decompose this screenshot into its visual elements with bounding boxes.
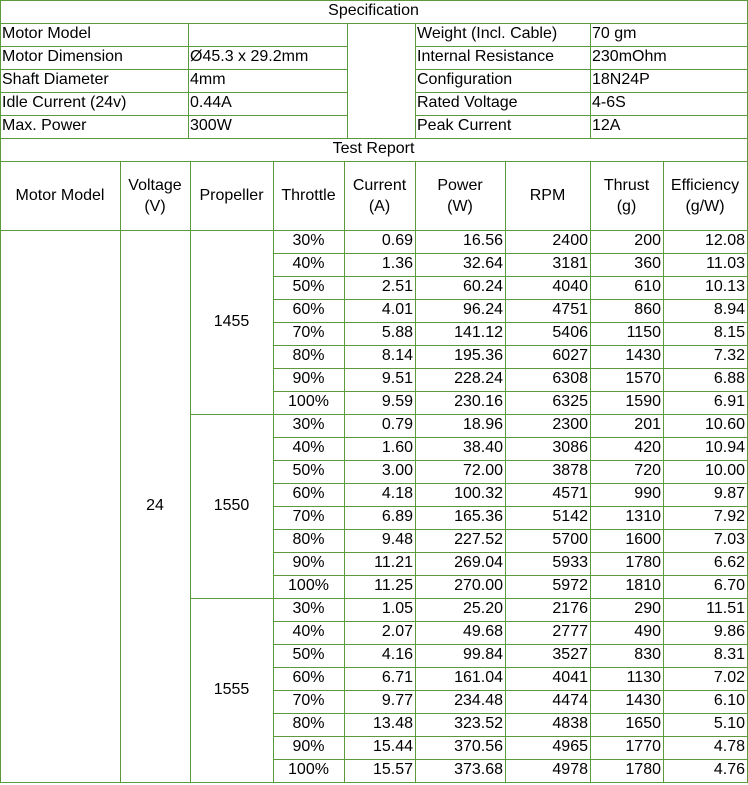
value-cell: 8.94 [713, 301, 745, 318]
spec-value: 4mm [190, 71, 226, 88]
column-header: (V) [144, 198, 166, 215]
grid-line [347, 23, 348, 139]
value-cell: 5933 [552, 554, 588, 571]
column-header: (A) [368, 198, 391, 215]
value-cell: 9.87 [713, 485, 745, 502]
value-cell: 200 [634, 232, 661, 249]
value-cell: 1570 [625, 370, 661, 387]
throttle-cell: 30% [292, 232, 325, 249]
value-cell: 25.20 [462, 600, 503, 617]
grid-line [415, 92, 748, 93]
spec-label: Shaft Diameter [2, 71, 109, 88]
throttle-cell: 70% [292, 692, 325, 709]
value-cell: 2300 [552, 416, 588, 433]
propeller-cell: 1455 [213, 313, 250, 330]
value-cell: 9.48 [381, 531, 413, 548]
value-cell: 12.08 [704, 232, 745, 249]
spec-label: Peak Current [417, 117, 512, 134]
column-header: Efficiency [670, 177, 740, 194]
value-cell: 11.51 [706, 600, 745, 617]
grid-line [190, 414, 274, 415]
value-cell: 38.40 [462, 439, 503, 456]
value-cell: 4041 [552, 669, 588, 686]
grid-line [0, 0, 748, 1]
value-cell: 6325 [552, 393, 588, 410]
value-cell: 0.69 [381, 232, 413, 249]
value-cell: 11.03 [706, 255, 745, 272]
value-cell: 1.60 [381, 439, 413, 456]
value-cell: 1650 [625, 715, 661, 732]
value-cell: 2.07 [381, 623, 413, 640]
throttle-cell: 30% [292, 600, 325, 617]
throttle-cell: 40% [292, 255, 325, 272]
spec-value: 4-6S [592, 94, 626, 111]
value-cell: 5406 [552, 324, 588, 341]
value-cell: 13.48 [372, 715, 413, 732]
value-cell: 1770 [625, 738, 661, 755]
throttle-cell: 80% [292, 347, 325, 364]
column-header: Motor Model [15, 187, 105, 204]
voltage-cell: 24 [146, 497, 164, 514]
value-cell: 490 [634, 623, 661, 640]
spec-label: Motor Dimension [2, 48, 123, 65]
motor-model-cell [0, 230, 120, 782]
value-cell: 1600 [625, 531, 661, 548]
value-cell: 15.57 [372, 761, 413, 778]
value-cell: 6.89 [381, 508, 413, 525]
value-cell: 4751 [552, 301, 588, 318]
grid-line [0, 46, 348, 47]
value-cell: 49.68 [462, 623, 503, 640]
value-cell: 18.96 [462, 416, 503, 433]
grid-line [0, 92, 348, 93]
value-cell: 195.36 [454, 347, 503, 364]
column-header: Thrust [603, 177, 650, 194]
spec-label: Weight (Incl. Cable) [417, 25, 558, 42]
value-cell: 15.44 [372, 738, 413, 755]
value-cell: 9.77 [381, 692, 413, 709]
spec-label: Internal Resistance [417, 48, 554, 65]
value-cell: 3527 [552, 646, 588, 663]
value-cell: 2400 [552, 232, 588, 249]
spec-value [188, 23, 347, 46]
column-header: Current [352, 177, 407, 194]
value-cell: 4978 [552, 761, 588, 778]
throttle-cell: 100% [288, 761, 329, 778]
value-cell: 8.15 [713, 324, 745, 341]
throttle-cell: 100% [288, 393, 329, 410]
value-cell: 161.04 [454, 669, 503, 686]
spec-label: Motor Model [2, 25, 91, 42]
value-cell: 290 [634, 600, 661, 617]
value-cell: 370.56 [454, 738, 503, 755]
value-cell: 2.51 [381, 278, 413, 295]
grid-line [415, 115, 748, 116]
value-cell: 720 [634, 462, 661, 479]
throttle-cell: 80% [292, 531, 325, 548]
value-cell: 10.13 [704, 278, 745, 295]
value-cell: 2777 [552, 623, 588, 640]
value-cell: 1150 [626, 324, 661, 341]
value-cell: 6.71 [381, 669, 413, 686]
value-cell: 7.02 [713, 669, 745, 686]
value-cell: 3181 [552, 255, 588, 272]
throttle-cell: 50% [292, 646, 325, 663]
grid-line [0, 23, 748, 24]
grid-line [344, 161, 345, 783]
throttle-cell: 70% [292, 508, 325, 525]
value-cell: 8.14 [381, 347, 413, 364]
grid-line [120, 161, 121, 783]
throttle-cell: 40% [292, 623, 325, 640]
value-cell: 32.64 [462, 255, 503, 272]
column-header: (g) [616, 198, 637, 215]
column-header: RPM [529, 187, 566, 204]
throttle-cell: 80% [292, 715, 325, 732]
value-cell: 10.00 [704, 462, 745, 479]
value-cell: 1.05 [381, 600, 413, 617]
throttle-cell: 90% [292, 370, 325, 387]
value-cell: 1780 [625, 761, 661, 778]
value-cell: 72.00 [462, 462, 503, 479]
value-cell: 227.52 [454, 531, 503, 548]
value-cell: 5.10 [713, 715, 745, 732]
value-cell: 5.88 [381, 324, 413, 341]
value-cell: 2176 [552, 600, 588, 617]
spec-value: 300W [190, 117, 232, 134]
value-cell: 5972 [552, 577, 588, 594]
spec-label: Rated Voltage [417, 94, 518, 111]
value-cell: 228.24 [454, 370, 503, 387]
value-cell: 6.91 [713, 393, 745, 410]
value-cell: 10.94 [704, 439, 745, 456]
value-cell: 6308 [552, 370, 588, 387]
value-cell: 0.79 [381, 416, 413, 433]
value-cell: 360 [634, 255, 661, 272]
grid-line [415, 161, 416, 783]
spec-label: Configuration [417, 71, 513, 88]
spec-value: 18N24P [592, 71, 650, 88]
value-cell: 990 [634, 485, 661, 502]
throttle-cell: 50% [292, 278, 325, 295]
value-cell: 860 [634, 301, 661, 318]
value-cell: 3.00 [381, 462, 413, 479]
throttle-cell: 50% [292, 462, 325, 479]
value-cell: 165.36 [454, 508, 503, 525]
value-cell: 4.16 [381, 646, 413, 663]
value-cell: 230.16 [454, 393, 503, 410]
grid-line [590, 161, 591, 783]
value-cell: 5700 [552, 531, 588, 548]
value-cell: 1810 [625, 577, 661, 594]
value-cell: 9.51 [381, 370, 413, 387]
value-cell: 4474 [552, 692, 588, 709]
value-cell: 270.00 [454, 577, 503, 594]
grid-line [188, 23, 189, 139]
value-cell: 4.76 [713, 761, 745, 778]
value-cell: 60.24 [462, 278, 503, 295]
value-cell: 830 [634, 646, 661, 663]
value-cell: 6027 [552, 347, 588, 364]
value-cell: 1430 [625, 692, 661, 709]
value-cell: 269.04 [454, 554, 503, 571]
value-cell: 4965 [552, 738, 588, 755]
column-header: Power [437, 177, 483, 194]
grid-line [415, 23, 416, 139]
spec-label: Max. Power [2, 117, 87, 134]
value-cell: 420 [634, 439, 661, 456]
spec-value: 12A [592, 117, 621, 134]
value-cell: 7.32 [713, 347, 745, 364]
value-cell: 3878 [552, 462, 588, 479]
value-cell: 1430 [625, 347, 661, 364]
throttle-cell: 60% [292, 669, 325, 686]
value-cell: 4.78 [713, 738, 745, 755]
grid-line [0, 161, 748, 162]
value-cell: 4571 [552, 485, 588, 502]
test-report-title: Test Report [332, 140, 415, 157]
value-cell: 9.59 [381, 393, 413, 410]
throttle-cell: 60% [292, 485, 325, 502]
grid-line [590, 23, 591, 139]
value-cell: 8.31 [713, 646, 745, 663]
value-cell: 373.68 [454, 761, 503, 778]
value-cell: 100.32 [454, 485, 503, 502]
spec-value: 230mOhm [592, 48, 667, 65]
value-cell: 1130 [626, 669, 661, 686]
throttle-cell: 90% [292, 554, 325, 571]
spec-value: 0.44A [190, 94, 232, 111]
value-cell: 6.88 [713, 370, 745, 387]
grid-line [0, 782, 748, 783]
grid-line [0, 69, 348, 70]
value-cell: 1310 [625, 508, 661, 525]
value-cell: 7.03 [713, 531, 745, 548]
value-cell: 201 [634, 416, 661, 433]
grid-line [505, 161, 506, 783]
value-cell: 141.12 [454, 324, 503, 341]
grid-line [0, 115, 348, 116]
grid-line [0, 161, 1, 783]
propeller-cell: 1555 [213, 681, 250, 698]
grid-line [190, 598, 274, 599]
spec-value: Ø45.3 x 29.2mm [190, 48, 309, 65]
throttle-cell: 30% [292, 416, 325, 433]
throttle-cell: 60% [292, 301, 325, 318]
column-header: Propeller [199, 187, 264, 204]
value-cell: 16.56 [462, 232, 503, 249]
value-cell: 4040 [552, 278, 588, 295]
spec-label: Idle Current (24v) [2, 94, 127, 111]
value-cell: 234.48 [454, 692, 503, 709]
column-header: (W) [447, 198, 473, 215]
column-header: Voltage [128, 177, 182, 194]
propeller-cell: 1550 [213, 497, 250, 514]
value-cell: 6.62 [713, 554, 745, 571]
grid-line [663, 161, 664, 783]
value-cell: 6.70 [713, 577, 745, 594]
grid-line [415, 46, 748, 47]
value-cell: 1590 [625, 393, 661, 410]
grid-line [0, 138, 748, 139]
value-cell: 99.84 [462, 646, 503, 663]
grid-line [190, 161, 191, 783]
value-cell: 6.10 [713, 692, 745, 709]
value-cell: 1780 [625, 554, 661, 571]
spec-value: 70 gm [592, 25, 637, 42]
value-cell: 5142 [552, 508, 588, 525]
value-cell: 610 [634, 278, 661, 295]
value-cell: 7.92 [713, 508, 745, 525]
value-cell: 323.52 [454, 715, 503, 732]
value-cell: 9.86 [713, 623, 745, 640]
throttle-cell: 90% [292, 738, 325, 755]
value-cell: 10.60 [704, 416, 745, 433]
value-cell: 11.25 [374, 577, 413, 594]
value-cell: 1.36 [381, 255, 413, 272]
value-cell: 4.18 [381, 485, 413, 502]
throttle-cell: 40% [292, 439, 325, 456]
value-cell: 4.01 [381, 301, 413, 318]
column-header: (g/W) [685, 198, 725, 215]
value-cell: 11.21 [374, 554, 413, 571]
value-cell: 96.24 [462, 301, 503, 318]
grid-line [273, 161, 274, 783]
column-header: Throttle [281, 187, 336, 204]
grid-line [415, 69, 748, 70]
throttle-cell: 70% [292, 324, 325, 341]
value-cell: 3086 [552, 439, 588, 456]
throttle-cell: 100% [288, 577, 329, 594]
specification-title: Specification [328, 2, 419, 19]
value-cell: 4838 [552, 715, 588, 732]
